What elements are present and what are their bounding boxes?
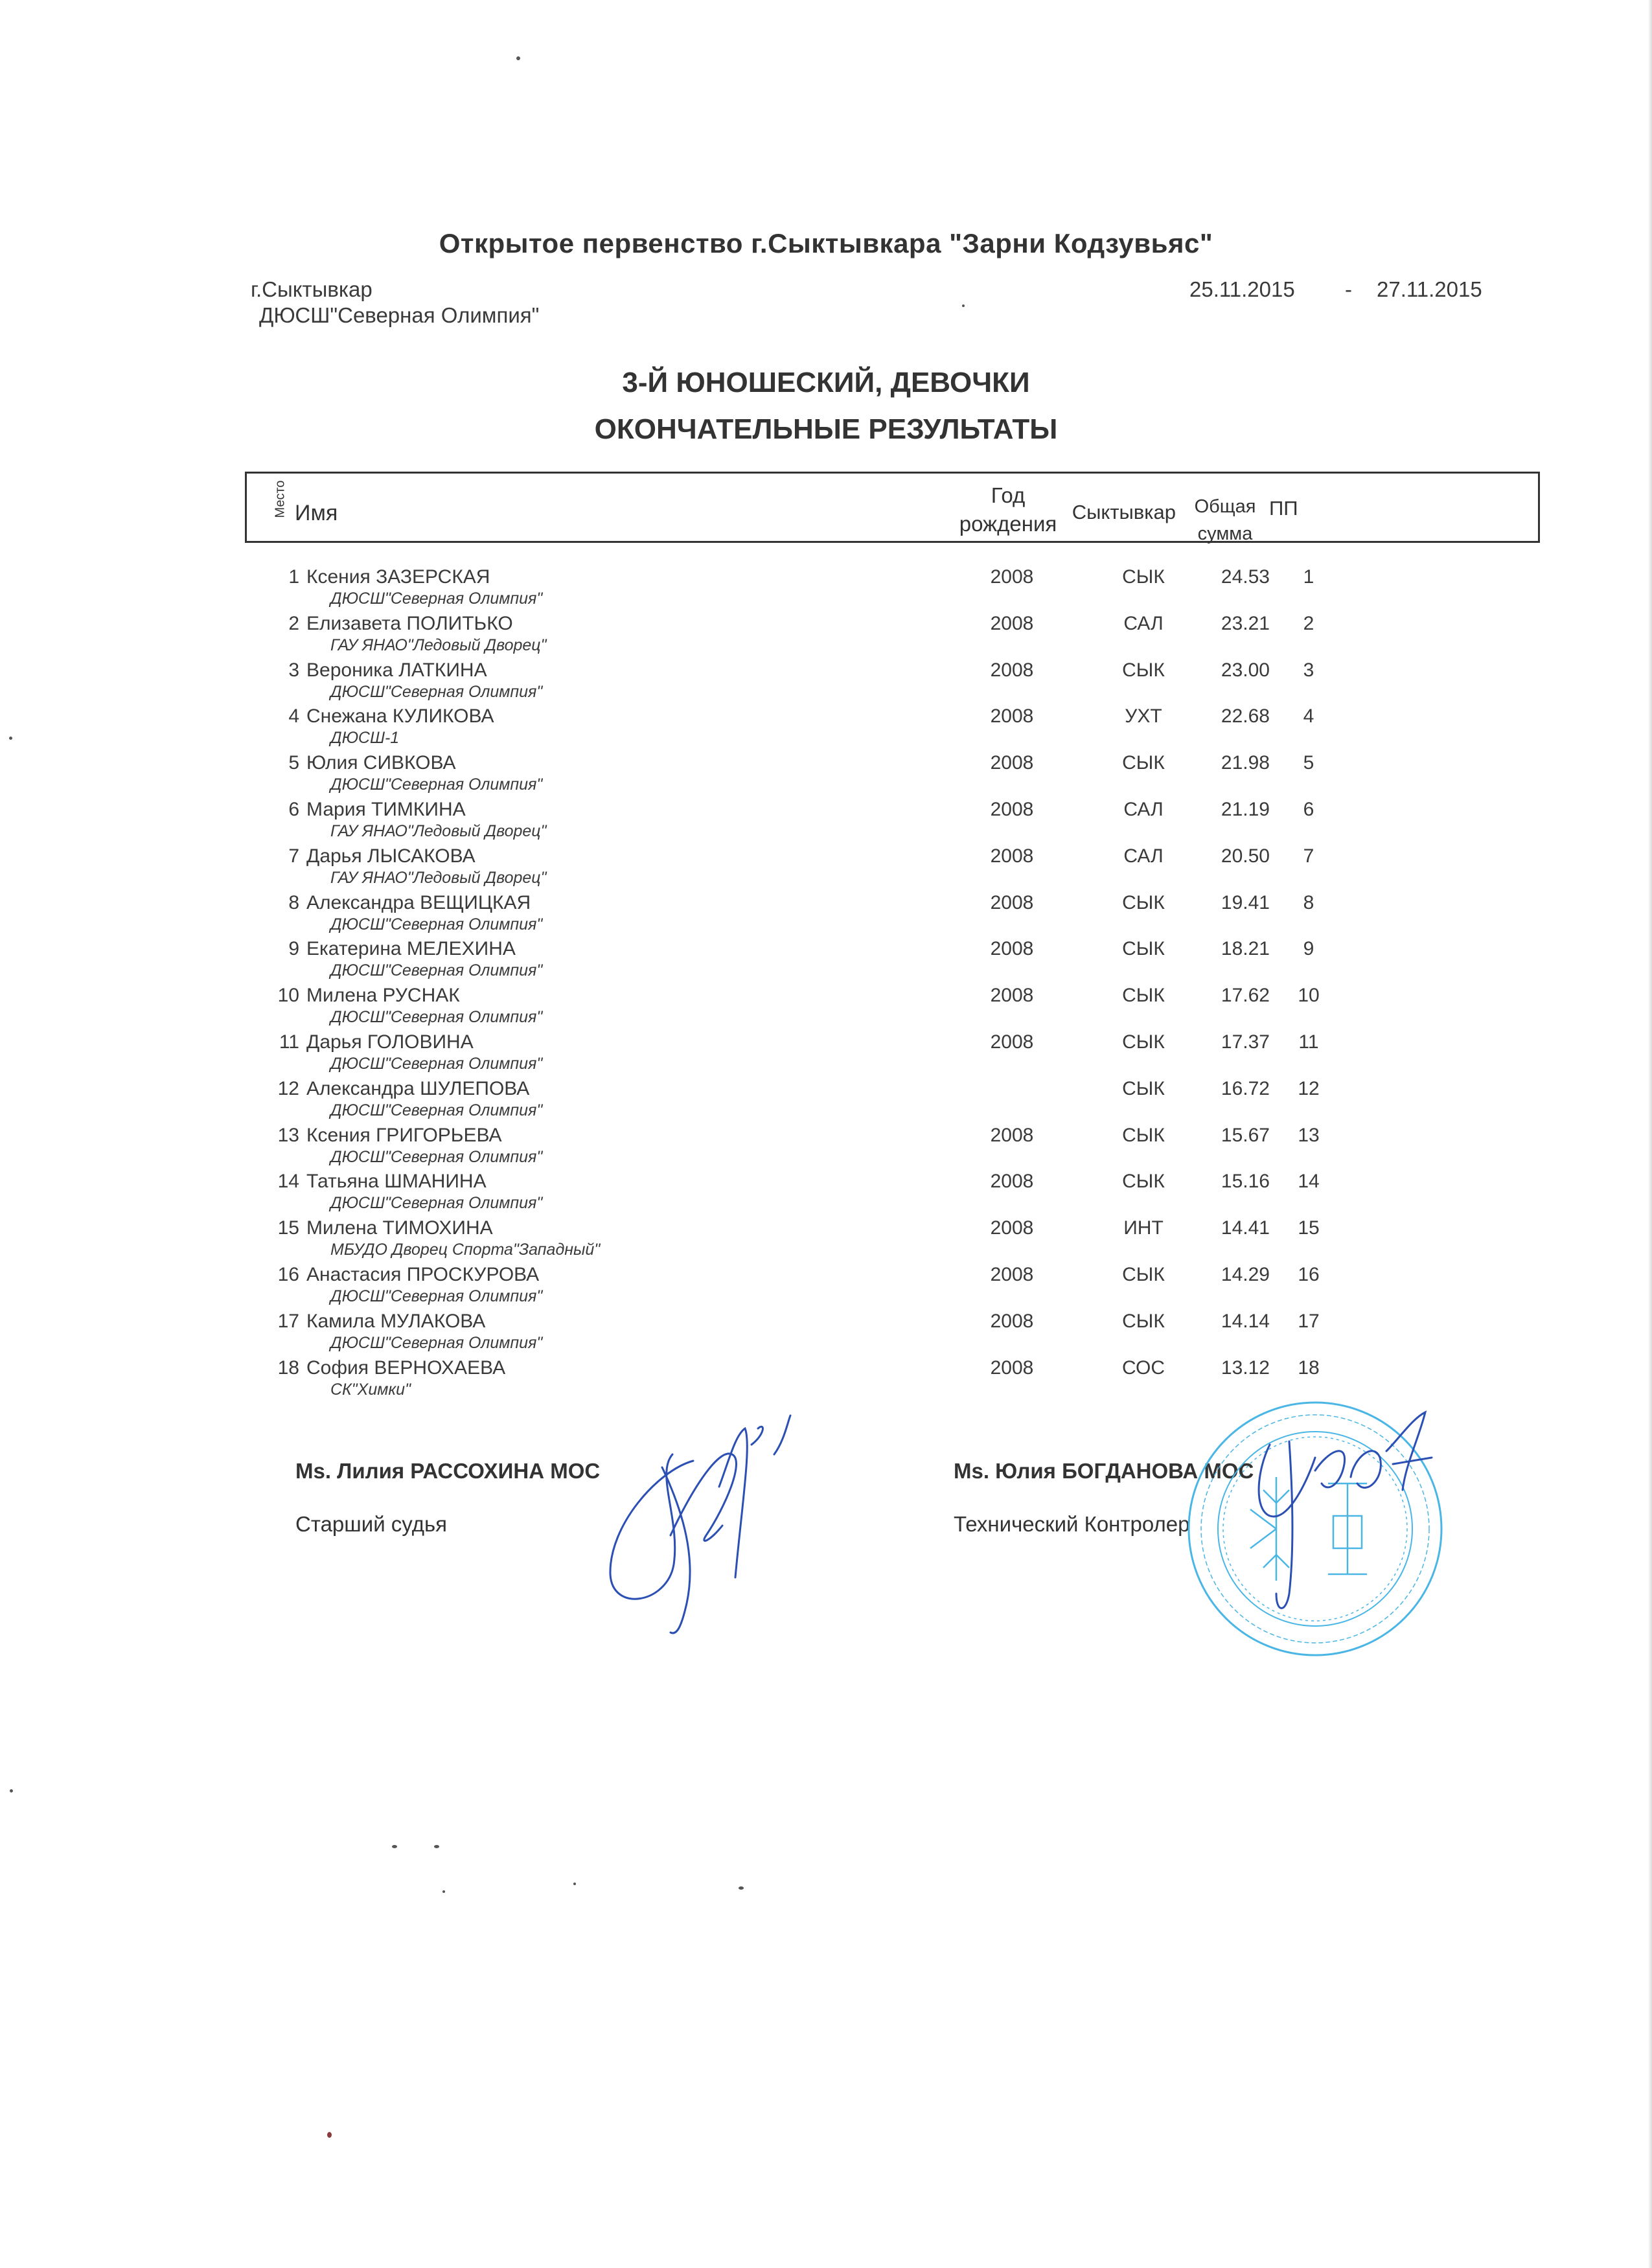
row-club: СЫК bbox=[1122, 1077, 1165, 1099]
row-birth-year: 2008 bbox=[990, 845, 1034, 867]
row-total-score: 23.21 bbox=[1221, 612, 1270, 634]
row-pp: 3 bbox=[1303, 659, 1314, 681]
row-place: 15 bbox=[277, 1217, 299, 1239]
row-club: СЫК bbox=[1122, 985, 1165, 1007]
row-birth-year: 2008 bbox=[990, 798, 1034, 820]
row-total-score: 21.19 bbox=[1221, 798, 1270, 820]
category-title: 3-Й ЮНОШЕСКИЙ, ДЕВОЧКИ bbox=[622, 367, 1030, 398]
row-organization: ДЮСШ"Северная Олимпия" bbox=[330, 915, 543, 934]
city: г.Сыктывкар bbox=[251, 277, 373, 301]
row-name: Ксения ГРИГОРЬЕВА bbox=[306, 1124, 502, 1146]
row-name: Дарья ГОЛОВИНА bbox=[306, 1031, 474, 1053]
row-pp: 13 bbox=[1298, 1124, 1320, 1146]
column-header-pp: ПП bbox=[1269, 497, 1298, 520]
row-place: 12 bbox=[277, 1077, 299, 1099]
row-place: 16 bbox=[277, 1263, 299, 1285]
row-name: Милена ТИМОХИНА bbox=[306, 1217, 493, 1239]
row-organization: ДЮСШ"Северная Олимпия" bbox=[330, 1333, 543, 1352]
row-birth-year: 2008 bbox=[990, 1217, 1034, 1239]
row-club: СЫК bbox=[1122, 659, 1165, 681]
results-table-header bbox=[245, 472, 1540, 543]
speck bbox=[392, 1845, 397, 1848]
row-organization: ДЮСШ"Северная Олимпия" bbox=[330, 1194, 543, 1213]
row-pp: 6 bbox=[1303, 798, 1314, 820]
row-name: Татьяна ШМАНИНА bbox=[306, 1171, 487, 1193]
row-total-score: 14.29 bbox=[1221, 1263, 1270, 1285]
speck bbox=[327, 2132, 332, 2138]
row-birth-year: 2008 bbox=[990, 566, 1034, 588]
table-row bbox=[0, 1121, 1652, 1167]
row-place: 1 bbox=[288, 566, 299, 588]
row-club: СЫК bbox=[1122, 938, 1165, 960]
speck bbox=[434, 1845, 439, 1848]
row-total-score: 13.12 bbox=[1221, 1357, 1270, 1379]
row-organization: ДЮСШ"Северная Олимпия" bbox=[330, 775, 543, 794]
row-total-score: 14.14 bbox=[1221, 1310, 1270, 1332]
row-organization: СК"Химки" bbox=[330, 1380, 411, 1399]
table-row bbox=[0, 748, 1652, 795]
row-organization: ДЮСШ"Северная Олимпия" bbox=[330, 590, 543, 608]
row-name: Юлия СИВКОВА bbox=[306, 752, 456, 774]
table-row bbox=[0, 1307, 1652, 1353]
row-name: Ксения ЗАЗЕРСКАЯ bbox=[306, 566, 490, 588]
row-place: 6 bbox=[288, 798, 299, 820]
results-table-body bbox=[0, 562, 1652, 1399]
row-organization: МБУДО Дворец Спорта"Западный" bbox=[330, 1241, 601, 1259]
row-club: САЛ bbox=[1123, 612, 1164, 634]
row-name: Дарья ЛЫСАКОВА bbox=[306, 845, 476, 867]
row-pp: 8 bbox=[1303, 891, 1314, 913]
page-title: Открытое первенство г.Сыктывкара "Зарни Кодзувьяс" bbox=[439, 228, 1213, 258]
row-place: 5 bbox=[288, 752, 299, 774]
row-total-score: 14.41 bbox=[1221, 1217, 1270, 1239]
column-header-place: Место bbox=[273, 480, 288, 518]
row-birth-year: 2008 bbox=[990, 891, 1034, 913]
row-name: Александра ВЕЩИЦКАЯ bbox=[306, 891, 531, 913]
row-organization: ДЮСШ"Северная Олимпия" bbox=[330, 961, 543, 980]
table-row bbox=[0, 702, 1652, 748]
speck bbox=[962, 304, 965, 307]
referee-block bbox=[295, 1459, 600, 1537]
row-place: 4 bbox=[288, 705, 299, 727]
controller-name: Ms. Юлия БОГДАНОВА МОС bbox=[954, 1459, 1254, 1483]
row-organization: ГАУ ЯНАО"Ледовый Дворец" bbox=[330, 868, 547, 887]
row-organization: ДЮСШ"Северная Олимпия" bbox=[330, 1147, 543, 1166]
row-birth-year: 2008 bbox=[990, 1357, 1034, 1379]
row-name: Камила МУЛАКОВА bbox=[306, 1310, 486, 1332]
row-pp: 15 bbox=[1298, 1217, 1320, 1239]
row-pp: 2 bbox=[1303, 612, 1314, 634]
row-pp: 9 bbox=[1303, 938, 1314, 960]
table-row bbox=[0, 981, 1652, 1027]
row-total-score: 22.68 bbox=[1221, 705, 1270, 727]
row-organization: ДЮСШ"Северная Олимпия" bbox=[330, 1054, 543, 1073]
row-place: 8 bbox=[288, 891, 299, 913]
row-club: СОС bbox=[1121, 1357, 1165, 1379]
row-birth-year: 2008 bbox=[990, 752, 1034, 774]
speck bbox=[739, 1886, 744, 1890]
row-organization: ГАУ ЯНАО"Ледовый Дворец" bbox=[330, 821, 547, 840]
results-subtitle: ОКОНЧАТЕЛЬНЫЕ РЕЗУЛЬТАТЫ bbox=[594, 413, 1058, 445]
organization-stamp bbox=[1179, 1380, 1451, 1678]
row-club: УХТ bbox=[1125, 705, 1162, 727]
row-total-score: 15.16 bbox=[1221, 1171, 1270, 1193]
row-name: Александра ШУЛЕПОВА bbox=[306, 1077, 530, 1099]
row-organization: ДЮСШ"Северная Олимпия" bbox=[330, 1287, 543, 1305]
row-name: Милена РУСНАК bbox=[306, 985, 460, 1007]
row-total-score: 24.53 bbox=[1221, 566, 1270, 588]
row-birth-year: 2008 bbox=[990, 1310, 1034, 1332]
speck bbox=[573, 1883, 576, 1885]
speck bbox=[10, 1789, 13, 1793]
row-club: СЫК bbox=[1122, 752, 1165, 774]
row-birth-year: 2008 bbox=[990, 938, 1034, 960]
row-pp: 10 bbox=[1298, 985, 1320, 1007]
row-club: СЫК bbox=[1122, 1263, 1165, 1285]
row-pp: 17 bbox=[1298, 1310, 1320, 1332]
row-total-score: 15.67 bbox=[1221, 1124, 1270, 1146]
row-name: Мария ТИМКИНА bbox=[306, 798, 466, 820]
table-row bbox=[0, 1027, 1652, 1074]
row-birth-year: 2008 bbox=[990, 985, 1034, 1007]
row-place: 13 bbox=[277, 1124, 299, 1146]
row-place: 18 bbox=[277, 1357, 299, 1379]
row-place: 14 bbox=[277, 1171, 299, 1193]
table-row bbox=[0, 609, 1652, 656]
speck bbox=[516, 56, 520, 60]
organizer: ДЮСШ"Северная Олимпия" bbox=[259, 303, 540, 327]
date-to: 27.11.2015 bbox=[1377, 277, 1482, 301]
row-place: 17 bbox=[277, 1310, 299, 1332]
row-total-score: 19.41 bbox=[1221, 891, 1270, 913]
table-row bbox=[0, 888, 1652, 935]
row-place: 7 bbox=[288, 845, 299, 867]
row-club: СЫК bbox=[1122, 891, 1165, 913]
row-total-score: 16.72 bbox=[1221, 1077, 1270, 1099]
row-club: ИНТ bbox=[1123, 1217, 1164, 1239]
column-header-club: Сыктывкар bbox=[1072, 501, 1176, 523]
table-row bbox=[0, 1074, 1652, 1121]
date-separator: - bbox=[1345, 277, 1352, 301]
row-organization: ГАУ ЯНАО"Ледовый Дворец" bbox=[330, 636, 547, 654]
row-birth-year: 2008 bbox=[990, 1171, 1034, 1193]
row-birth-year: 2008 bbox=[990, 1124, 1034, 1146]
column-header-birth-year: Год рождения bbox=[959, 483, 1057, 536]
row-name: Вероника ЛАТКИНА bbox=[306, 659, 487, 681]
row-club: СЫК bbox=[1122, 1124, 1165, 1146]
referee-signature bbox=[596, 1409, 803, 1642]
row-name: Елизавета ПОЛИТЬКО bbox=[306, 612, 513, 634]
row-pp: 11 bbox=[1298, 1031, 1319, 1053]
referee-role: Старший судья bbox=[295, 1512, 448, 1536]
row-name: Снежана КУЛИКОВА bbox=[306, 705, 494, 727]
row-pp: 18 bbox=[1298, 1357, 1320, 1379]
row-birth-year: 2008 bbox=[990, 612, 1034, 634]
row-pp: 7 bbox=[1303, 845, 1314, 867]
row-birth-year: 2008 bbox=[990, 1031, 1034, 1053]
table-row bbox=[0, 842, 1652, 888]
table-row bbox=[0, 934, 1652, 981]
row-name: София ВЕРНОХАЕВА bbox=[306, 1357, 506, 1379]
row-pp: 16 bbox=[1298, 1263, 1320, 1285]
row-name: Екатерина МЕЛЕХИНА bbox=[306, 938, 516, 960]
row-pp: 1 bbox=[1303, 566, 1314, 588]
table-row bbox=[0, 1213, 1652, 1260]
row-total-score: 18.21 bbox=[1221, 938, 1270, 960]
referee-name: Ms. Лилия РАССОХИНА МОС bbox=[295, 1459, 601, 1483]
table-row bbox=[0, 1260, 1652, 1307]
row-total-score: 23.00 bbox=[1221, 659, 1270, 681]
row-place: 9 bbox=[288, 938, 299, 960]
speck bbox=[442, 1890, 445, 1893]
row-club: СЫК bbox=[1122, 1031, 1165, 1053]
row-name: Анастасия ПРОСКУРОВА bbox=[306, 1263, 540, 1285]
row-place: 3 bbox=[288, 659, 299, 681]
row-place: 11 bbox=[279, 1031, 299, 1053]
row-birth-year: 2008 bbox=[990, 1263, 1034, 1285]
row-pp: 4 bbox=[1303, 705, 1314, 727]
table-row bbox=[0, 1167, 1652, 1213]
table-row bbox=[0, 562, 1652, 609]
row-club: СЫК bbox=[1122, 1310, 1165, 1332]
row-club: СЫК bbox=[1122, 1171, 1165, 1193]
row-pp: 5 bbox=[1303, 752, 1314, 774]
row-pp: 12 bbox=[1298, 1077, 1320, 1099]
row-birth-year: 2008 bbox=[990, 659, 1034, 681]
row-place: 2 bbox=[288, 612, 299, 634]
controller-role: Технический Контролер bbox=[954, 1512, 1190, 1536]
row-club: СЫК bbox=[1122, 566, 1165, 588]
row-organization: ДЮСШ"Северная Олимпия" bbox=[330, 1008, 543, 1027]
table-row bbox=[0, 656, 1652, 702]
row-organization: ДЮСШ"Северная Олимпия" bbox=[330, 682, 543, 701]
row-organization: ДЮСШ-1 bbox=[330, 729, 400, 748]
row-organization: ДЮСШ"Северная Олимпия" bbox=[330, 1101, 543, 1119]
row-total-score: 21.98 bbox=[1221, 752, 1270, 774]
column-header-name: Имя bbox=[295, 501, 338, 525]
row-total-score: 17.62 bbox=[1221, 985, 1270, 1007]
row-pp: 14 bbox=[1298, 1171, 1320, 1193]
row-club: САЛ bbox=[1123, 798, 1164, 820]
date-from: 25.11.2015 bbox=[1189, 277, 1295, 301]
column-header-total: Общая сумма bbox=[1194, 496, 1256, 544]
row-birth-year: 2008 bbox=[990, 705, 1034, 727]
row-total-score: 17.37 bbox=[1221, 1031, 1270, 1053]
row-place: 10 bbox=[277, 985, 299, 1007]
table-row bbox=[0, 795, 1652, 842]
row-total-score: 20.50 bbox=[1221, 845, 1270, 867]
row-club: САЛ bbox=[1123, 845, 1164, 867]
